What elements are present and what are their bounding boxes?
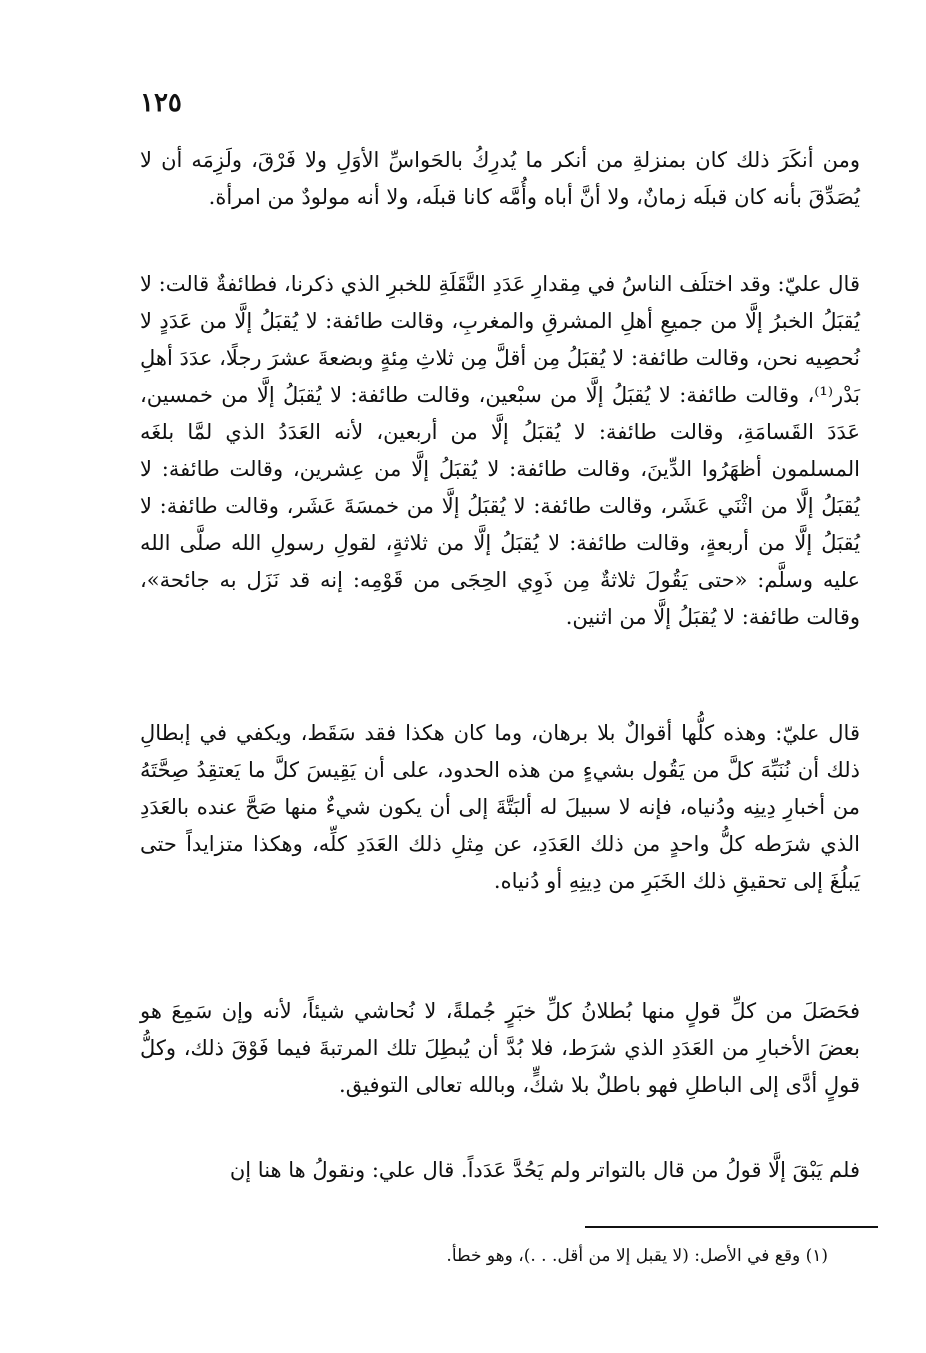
footnote: (١) وقع في الأصل: (لا يقبل إلا من أقل. . .)، وهو خطأ. (446, 1246, 828, 1266)
footnote-divider (585, 1226, 878, 1228)
paragraph-1: ومن أنكَرَ ذلك كان بمنزلةِ من أنكر ما يُدرِكُ بالحَواسِّ الأوَلِ ولا فَرْقَ، ولَزِمَه أن لا يُصَدِّقَ بأنه كان قبلَه زمانٌ، ولا أنَّ أباه وأُمَّه كانا قبلَه، ولا أنه مولودٌ من امرأة. (140, 148, 860, 209)
paragraph-5: فلم يَبْقَ إلَّا قولُ من قال بالتواتر ولم يَحُدَّ عَدَداً. قال علي: ونقولُ ها هنا إن (229, 1158, 860, 1182)
page-number: ١٢٥ (140, 88, 182, 118)
paragraph-4: فحَصَلَ من كلِّ قولٍ منها بُطلانُ كلِّ خبَرٍ جُملةً، لا نُحاشي شيئاً، لأنه وإن سَمِعَ هو بعضَ الأخبارِ من العَدَدِ الذي شرَط، فلا بُدَّ أن يُبطِلَ تلك المرتبةَ فيما فَوْقَ ذلك، وكلُّ قولٍ أدَّى إلى الباطلِ فهو باطلٌ بلا شكٍّ، وبالله تعالى التوفيق. (140, 999, 861, 1097)
paragraph-2: قال عليّ: وقد اختلَف الناسُ في مِقدارِ عَدَدِ النَّقَلَةِ للخبرِ الذي ذكرنا، فطائفةٌ قالت: لا يُقبَلُ الخبرُ إلَّا من جميعِ أهلِ المشرقِ والمغربِ، وقالت طائفة: لا يُقبَلُ إلَّا من عَدَدٍ لا نُحصِيه نحن، وقالت طائفة: لا يُقبَلُ مِن أقلَّ مِن ثلاثِ مِئةٍ وبضعةَ عشرَ رجلًا، عدَدَ أهلِ بَدْر⁽¹⁾، وقالت طائفة: لا يُقبَلُ إلَّا من سبْعين، وقالت طائفة: لا يُقبَلُ إلَّا من خمسين، عَدَدَ القَسامَةِ، وقالت طائفة: لا يُقبَلُ إلَّا من أربعين، لأنه العَدَدُ الذي لمَّا بلغَه المسلمون أظهَرُوا الدِّينَ، وقالت طائفة: لا يُقبَلُ إلَّا من عِشرين، وقالت طائفة: لا يُقبَلُ إلَّا من اثْنَي عَشَر، وقالت طائفة: لا يُقبَلُ إلَّا من خمسَةَ عَشَر، وقالت طائفة: لا يُقبَلُ إلَّا من أربعةٍ، وقالت طائفة: لا يُقبَلُ إلَّا من ثلاثةٍ، لقولِ رسولِ الله صلَّى الله عليه وسلَّم: «حتى يَقُولَ ثلاثةٌ مِن ذَوِي الحِجَى من قَوْمِه: إنه قد نَزَل به جائحة»، وقالت طائفة: لا يُقبَلُ إلَّا من اثنين. (140, 272, 860, 629)
paragraph-3: قال عليّ: وهذه كلُّها أقوالٌ بلا برهان، وما كان هكذا فقد سَقَط، ويكفي في إبطالِ ذلك أن نُنَبِّهَ كلَّ من يَقُول بشيءٍ من هذه الحدود، على أن يَقِيسَ كلَّ ما يَعتقِدُ صِحَّتَهُ من أخبارِ دِينِه ودُنياه، فإنه لا سبيلَ له ألبَتَّةَ إلى أن يكون شيءٌ منها صَحَّ عنده بالعَدَدِ الذي شرَطه كلُّ واحدٍ من ذلك العَدَدِ، عن مِثلِ ذلك العَدَدِ كلِّه، وهكذا متزايداً حتى يَبلُغَ إلى تحقيقِ ذلك الخَبَرِ من دِينِهِ أو دُنياه. (140, 721, 860, 893)
